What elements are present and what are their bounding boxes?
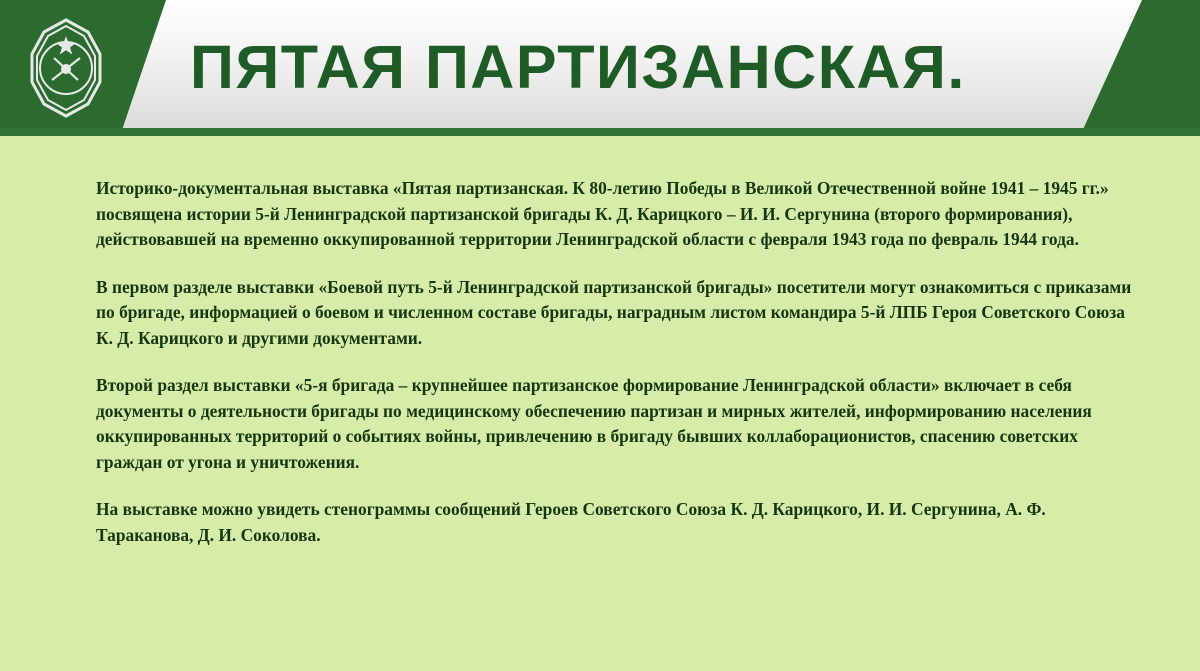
partisan-glory-emblem-icon bbox=[18, 18, 114, 118]
paragraph-4: На выставке можно увидеть стенограммы сообщений Героев Советского Союза К. Д. Карицкого, И. И. Сергунина, А. Ф. Тараканова, Д. И. Соколова. bbox=[96, 499, 1046, 545]
body-text bbox=[96, 176, 1140, 548]
paragraph-2: В первом разделе выставки «Боевой путь 5-й Ленинградской партизанской бригады» посетители могут ознакомиться с приказами по бригаде, информацией о боевом и численном составе бригады, наградным листом командира 5-й ЛПБ Героя Советского Союза К. Д. Карицкого и другими документами. bbox=[96, 276, 1132, 348]
paragraph-1: Историко-документальная выставка «Пятая партизанская. К 80-летию Победы в Великой Отечественной войне 1941 – 1945 гг.» посвящена истории 5-й Ленинградской партизанской бригады К. Д. Карицкого – И. И. Сергунина (второго формирования), действовавшей на временно оккупированной территории Ленинградской области с февраля 1943 года по февраль 1944 года. bbox=[96, 178, 1109, 249]
header-underline bbox=[0, 128, 1200, 136]
page-title: ПЯТАЯ ПАРТИЗАНСКАЯ. bbox=[190, 33, 966, 101]
paragraph-3: Второй раздел выставки «5-я бригада – крупнейшее партизанское формирование Ленинградской области» включает в себя документы о деятельности бригады по медицинскому обеспечению партизан и мирных жителей, информированию населения оккупированных территорий о событиях войны, привлечению в бригаду бывших коллаборационистов, спасению советских граждан от угона и уничтожения. bbox=[96, 375, 1092, 472]
header-band bbox=[0, 0, 1200, 136]
